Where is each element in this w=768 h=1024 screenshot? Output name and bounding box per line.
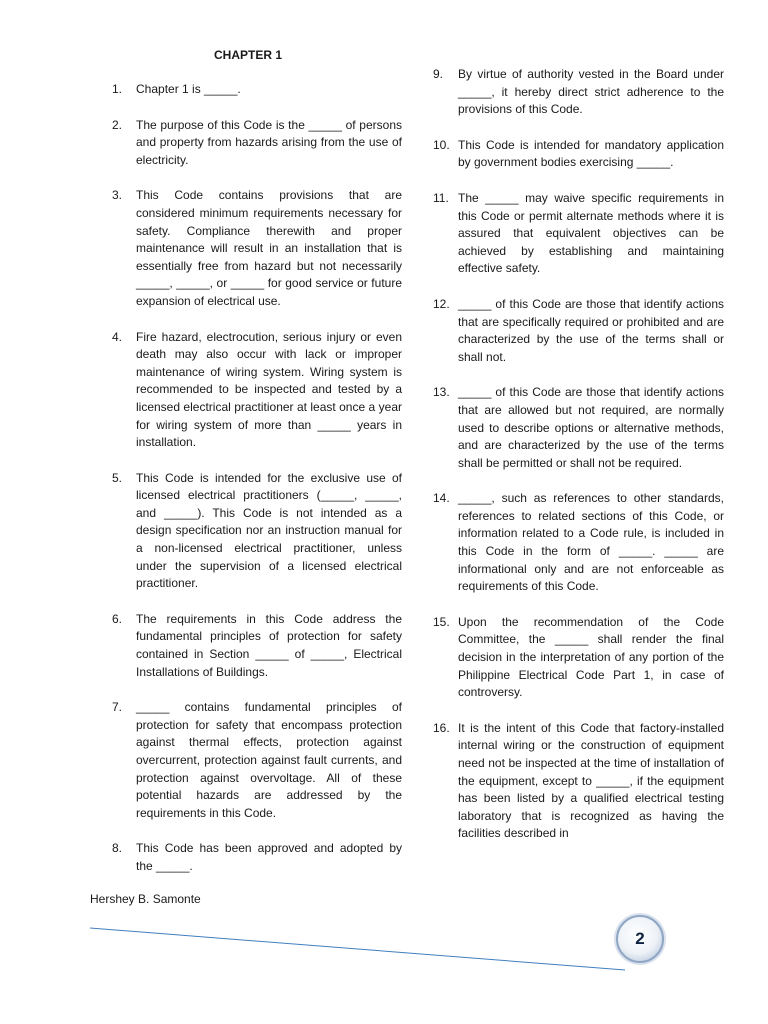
question-number: 16. <box>433 720 450 735</box>
question-text: Fire hazard, electrocution, serious injury or even death may also occur with lack or improper maintenance of wiring system. Wiring system is recommended to be inspected and tested by a licensed electrical practitioner at least once a year for wiring system of more than _____ years in installation. <box>136 329 402 450</box>
question-12 <box>433 296 724 366</box>
question-text: This Code has been approved and adopted by the _____. <box>136 841 402 873</box>
question-number: 9. <box>433 67 444 81</box>
question-13 <box>433 384 724 472</box>
question-6 <box>112 611 402 681</box>
question-11 <box>433 190 724 278</box>
question-text: The requirements in this Code address the fundamental principles of protection for safety contained in Section _____ of _____, Electrical Installations of Buildings. <box>136 611 402 679</box>
question-text: The purpose of this Code is the _____ of persons and property from hazards arising from the use of electricity. <box>136 117 402 167</box>
question-number: 13. <box>433 385 450 400</box>
right-column <box>433 66 724 843</box>
question-text: _____ contains fundamental principles of protection for safety that encompass protection against thermal effects, protection against overcurrent, protection against fault currents, and protection against overvoltage. All of these potential hazards are addressed by the requirements in this Code. <box>136 700 402 820</box>
question-3 <box>112 187 402 310</box>
question-number: 5. <box>112 470 123 485</box>
question-text: _____, such as references to other standards, references to related sections of this Code, or information related to a Code rule, is included in this Code in the form of _____. _____ are informational only and are not enforceable as requirements of this Code. <box>458 491 724 594</box>
page-number: 2 <box>635 929 645 949</box>
question-text: By virtue of authority vested in the Board under _____, it hereby direct strict adherence to the provisions of this Code. <box>458 67 724 117</box>
question-16 <box>433 720 724 843</box>
question-14 <box>433 490 724 596</box>
question-1 <box>112 81 402 99</box>
question-text: This Code contains provisions that are considered minimum requirements necessary for safety. Compliance therewith and proper maintenance will result in an installation that is essentially free from hazard but not necessarily _____, _____, or _____ for good service or future expansion of electrical use. <box>136 188 402 308</box>
question-8 <box>112 840 402 875</box>
question-text: The _____ may waive specific requirements in this Code or permit alternate methods where it is assured that equivalent objectives can be achieved by establishing and maintaining effective safety. <box>458 190 724 276</box>
question-4 <box>112 329 402 452</box>
question-number: 4. <box>112 329 123 344</box>
question-number: 8. <box>112 841 123 856</box>
question-number: 2. <box>112 117 123 132</box>
question-5 <box>112 470 402 593</box>
question-2 <box>112 117 402 170</box>
question-text: _____ of this Code are those that identify actions that are allowed but not required, are normally used to describe options or alternative methods, and are characterized by the use of the terms shall be permitted or shall not be required. <box>458 385 724 470</box>
question-text: This Code is intended for mandatory application by government bodies exercising _____. <box>458 137 724 170</box>
question-number: 7. <box>112 700 123 715</box>
question-text: It is the intent of this Code that factory-installed internal wiring or the construction of equipment need not be inspected at the time of installation of the equipment, except to _____, if the equipment has been listed by a qualified electrical testing laboratory that is recognized as having the facilities described in <box>458 720 724 841</box>
chapter-title: CHAPTER 1 <box>214 48 283 62</box>
question-number: 12. <box>433 296 450 311</box>
question-text: This Code is intended for the exclusive use of licensed electrical practitioners (_____, _____, and _____). This Code is not intended as a design specification nor an instruction manual for a non-licensed electrical practitioner, unless under the supervision of a licensed electrical practitioner. <box>136 470 402 591</box>
question-10 <box>433 137 724 172</box>
question-number: 10. <box>433 137 450 152</box>
question-number: 14. <box>433 491 450 506</box>
question-text: Upon the recommendation of the Code Committee, the _____ shall render the final decision in the interpretation of any portion of the Philippine Electrical Code Part 1, in case of controversy. <box>458 614 724 700</box>
left-column <box>112 81 402 876</box>
question-9 <box>433 66 724 119</box>
question-number: 1. <box>112 82 123 96</box>
question-text: Chapter 1 is _____. <box>136 82 241 96</box>
question-number: 15. <box>433 614 450 629</box>
question-number: 6. <box>112 611 123 626</box>
question-15 <box>433 614 724 702</box>
question-number: 3. <box>112 188 123 203</box>
question-7 <box>112 699 402 822</box>
question-text: _____ of this Code are those that identify actions that are specifically required or prohibited and are characterized by the use of the terms shall or shall not. <box>458 296 724 364</box>
question-number: 11. <box>433 190 449 205</box>
author-name: Hershey B. Samonte <box>90 892 201 906</box>
